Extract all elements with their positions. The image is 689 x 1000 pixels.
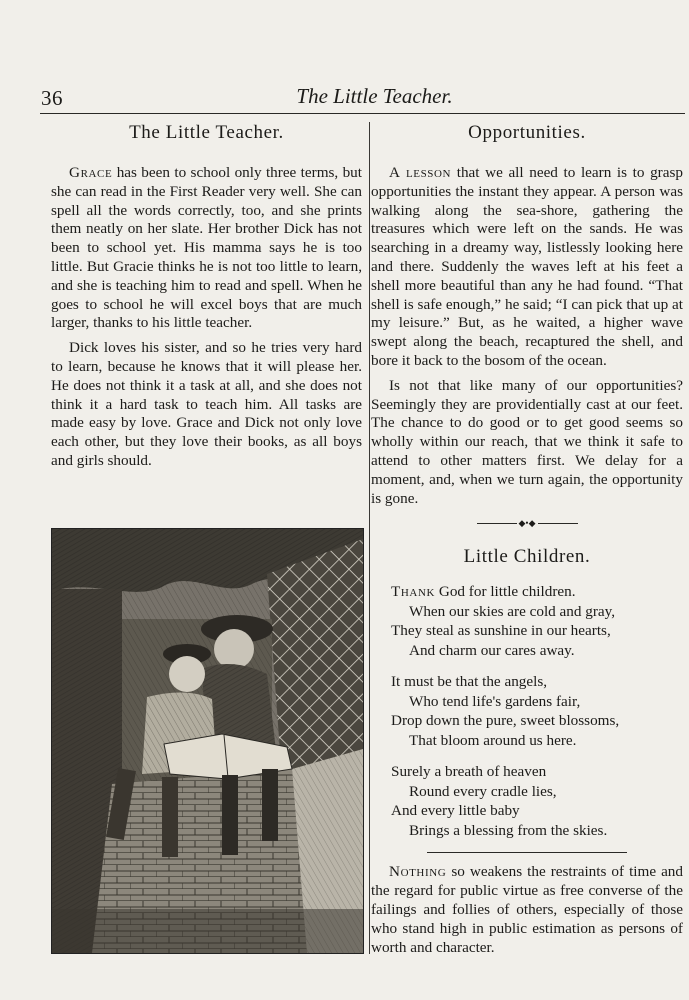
paragraph-text: that we all need to learn is to grasp opportunities the instant they appear. A person was walking along the sea-shore, gathering the treasures which were left on the sands. He was searching in a dreamy way, listlessly looking here and there. Suddenly the waves left at his feet a shell more beautiful than any he had found. “That shell is safe enough,” he said; “I can pick that up at my leisure.” But, as he waited, a higher wave swept along the beach, recaptured the shell, and bore it back to the bosom of the ocean. xyxy=(371,164,683,369)
poem-line: And every little baby xyxy=(391,802,520,820)
poem-line: Surely a breath of heaven xyxy=(391,763,547,781)
page-number: 36 xyxy=(41,86,63,110)
poem-line: Drop down the pure, sweet blossoms, xyxy=(391,712,620,730)
header-rule xyxy=(40,113,685,114)
lead-word: A lesson xyxy=(389,164,452,181)
poem xyxy=(371,582,683,840)
section-ornament: ◆•◆ xyxy=(371,518,683,528)
paragraph-text: has been to school only three terms, but she can read in the First Reader very well. She can spell all the words correctly, too, and she prints them neatly on her slate. Her brother Dick has not been to school yet. His mamma says he is too little. But Gracie thinks he is not too little to learn, and she is teaching him to read and spell. When he goes to school he will excel boys that are much larger, thanks to his little teacher. xyxy=(51,164,362,332)
running-title: The Little Teacher. xyxy=(296,84,453,108)
closing-paragraph xyxy=(371,863,683,957)
poem-line: Round every cradle lies, xyxy=(409,782,557,800)
article-title-opportunities: Opportunities. xyxy=(468,122,586,143)
poem-line: It must be that the angels, xyxy=(391,673,548,691)
lead-word: Nothing xyxy=(389,863,447,881)
paragraph-text: Dick loves his sister, and so he tries very hard to learn, because he knows that it will please her. He does not think it a task at all, and she does not think it a hard task to teach him. All tasks are made easy by love. Grace and Dick not only love each other, but they love their books, as all boys and girls should. xyxy=(51,339,362,469)
poem-end-rule xyxy=(427,852,627,853)
poem-line: And charm our cares away. xyxy=(409,641,575,659)
poem-line: Brings a blessing from the skies. xyxy=(409,821,608,839)
column-rule xyxy=(369,122,370,954)
children-reading-engraving xyxy=(52,529,363,953)
poem-stanza xyxy=(391,582,683,660)
poem-line: When our skies are cold and gray, xyxy=(409,602,616,620)
article-paragraph xyxy=(371,164,683,371)
paragraph-text: Is not that like many of our opportunities? Seemingly they are providentially cast at our feet. The chance to do good or to get good seems so wholly within our reach, that we think it safe to attend to other matters first. We delay for a moment, and, when we turn again, the opportunity is gone. xyxy=(371,376,683,507)
article-paragraph xyxy=(51,339,362,471)
poem-title-little-children: Little Children. xyxy=(463,546,591,568)
article-paragraph xyxy=(51,164,362,333)
poem-line: That bloom around us here. xyxy=(409,731,577,749)
right-column xyxy=(371,122,683,957)
paragraph-text: so weakens the restraints of time and the regard for public virtue as free converse of the failings and follies of others, especially of those who stand high in public estimation as persons of worth and character. xyxy=(371,863,683,956)
engraving-illustration xyxy=(51,528,364,954)
poem-line: Thank God for little children. xyxy=(391,583,576,601)
poem-line: Who tend life's gardens fair, xyxy=(409,692,581,710)
article-title-little-teacher: The Little Teacher. xyxy=(129,122,284,143)
article-paragraph xyxy=(371,377,683,509)
left-column xyxy=(51,122,362,471)
lead-word: Grace xyxy=(69,164,113,181)
poem-stanza xyxy=(391,672,683,750)
poem-stanza xyxy=(391,762,683,840)
poem-line: They steal as sunshine in our hearts, xyxy=(391,622,611,640)
